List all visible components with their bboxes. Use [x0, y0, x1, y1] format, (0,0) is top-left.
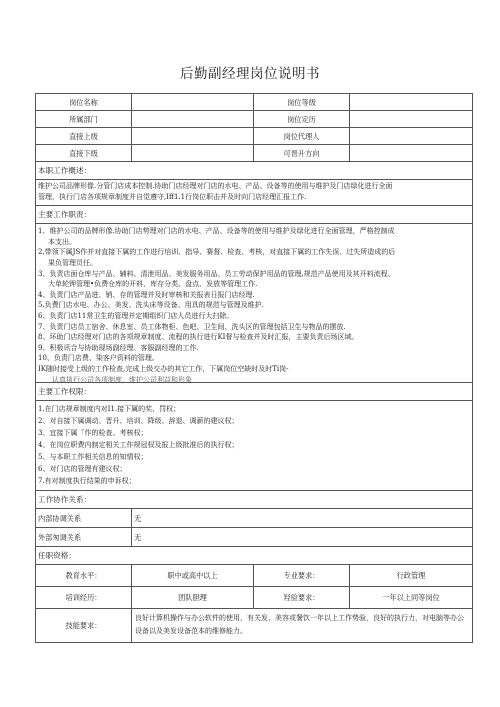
duty-line: 6、负责门店11常卫生的管理并定期组织门店人员进行大扫除。 [38, 311, 234, 320]
field-label: 所属部门 [36, 111, 132, 127]
duties-section [36, 206, 472, 224]
authority-line: 3、宜接下属「作的检查、考核权； [38, 428, 148, 437]
authority-line: 7.有对制度执行结果的申诉权； [38, 476, 136, 485]
qualification-row-education [36, 565, 472, 587]
authority-line: 6、对门店的管理有建议权； [38, 464, 127, 473]
experience-value: 一年以上同等岗位 [382, 592, 440, 602]
basic-info-row [36, 111, 472, 128]
coordination-value: 无 [134, 513, 142, 523]
duty-line: IK随时接受上级的工作检查,完成上级交办的其它工作，下属岗位空缺时及时Ti岗- [38, 364, 289, 373]
field-label: 直接上级 [36, 128, 132, 144]
duties-heading: 主要工作职责： [38, 210, 92, 220]
coordination-row-external [36, 528, 472, 547]
qualification-row-skills [36, 609, 472, 643]
overview-line: 管理，执行门店各项规章制度并自觉遵守,Iff1.1行岗位职击并及时向门店经理汇报工作. [38, 192, 307, 201]
training-value: 团队胆理 [132, 587, 254, 608]
skills-value: 良好计算机操作与办公软件的使用，有关发、美容或餐饮一年以上工作势验，良好的执行力，对电脑等办公设备以及美发设备范本的维修能力。 [135, 613, 464, 635]
field-label: 岗位定历 [254, 111, 350, 127]
duty-line: 本支出。 [48, 237, 76, 246]
major-value: 行政管理 [396, 570, 426, 580]
document-title: 后勤副经理岗位说明书 [180, 66, 320, 82]
field-value [350, 145, 472, 161]
duty-line: 2,带领下属JS作并对直接下属的工作进行培训、指导、赛督、检查、考核，对直接下属的工作失误、过失所造成的后 [38, 248, 396, 257]
duty-line: 4、负责门店产品进、销、存的管理并及时审核和关报表日报门店经理. [38, 290, 255, 299]
overview-line: 维护公司品牌形像.分管门店成本控制.协助门店经理对门店的水电、产品、设备等的使用与维护及门店绿化进行全面 [38, 182, 393, 190]
field-label: 岗位名称 [36, 94, 132, 110]
qualification-heading: 任职资格： [38, 550, 76, 560]
coordination-heading: 工作协作关系： [38, 494, 92, 504]
authority-heading: 主要工作权限： [38, 386, 92, 396]
field-value [350, 128, 472, 144]
duty-line: 大单轮钾管理•负费仓库的开料、库存分类、盘点、发放等管理工作. [48, 280, 258, 289]
authority-line: 1.在门店规章制度内对I1.接下属的奖、罚权； [38, 404, 181, 413]
duty-line: 10、负责门店费、染客户资料的管理。 [38, 354, 159, 363]
duty-line: 5.负费门店水电、办公、美发、洗头床等设备、用具的规范与管理及维护. [38, 301, 264, 310]
qualification-section [36, 547, 472, 565]
qualification-row-training [36, 587, 472, 609]
field-value [350, 111, 472, 127]
duty-line: 8、环助门店经理对门店的各项规章制度、流程的执行进行KI督与检查并及时汇报，主要负责后场区域。 [38, 333, 359, 342]
duties-body [36, 224, 472, 382]
authority-section [36, 383, 472, 401]
field-value [132, 94, 254, 110]
duty-line: 果负管理员任。 [48, 258, 97, 267]
education-key: 教育水平： [36, 565, 132, 586]
duty-line: 7、负责门店员工宿舍、休息室、员工体物柜、色吧、卫生间、洗头区的管理包括卫生与物品的摆放. [38, 322, 346, 331]
field-value [132, 128, 254, 144]
coordination-value: 无 [134, 532, 142, 542]
job-description-table [35, 93, 473, 643]
authority-line: 2、对自接下属调动、晋升、培训、降级、辞退、调薪的建议权； [38, 416, 239, 425]
duty-line: 3、负责店面仓库与产品、辅料、清泄用品、美发服务用品、员工劳动保护用品的管理,规范产品使用及其开料流程、 [38, 269, 395, 278]
major-key: 专业要求： [254, 565, 350, 586]
coordination-key: 外部匆调关系 [36, 528, 132, 546]
field-value [132, 111, 254, 127]
coordination-section [36, 491, 472, 509]
overview-section [36, 162, 472, 180]
overview-heading: 本职工作概述： [38, 166, 92, 175]
coordination-key: 内部协调关系 [36, 509, 132, 527]
field-label: 直接下级 [36, 145, 132, 161]
field-value [132, 145, 254, 161]
overview-body [36, 180, 472, 206]
authority-line: 4、在岗位职费内制定相关工作规冠权及报上级批准后的执行权； [38, 440, 239, 449]
basic-info-section [36, 94, 472, 162]
authority-line: 5、与本职工作相关信息的知情权； [38, 452, 148, 461]
training-key: 培训经历： [36, 587, 132, 608]
skills-key: 技能要求： [36, 609, 132, 642]
duty-line: 1、维护公司的品牌形像.协助门店势理对门店的水电、产品、设备等的使用与维护及绿化进行全面管理，严格控制成 [38, 227, 395, 236]
field-value [350, 94, 472, 110]
field-label: 岗位等级 [254, 94, 350, 110]
experience-key: 羟验要求： [254, 587, 350, 608]
field-label: 可晋升方向 [254, 145, 350, 161]
authority-body [36, 401, 472, 491]
field-label: 岗位代理人 [254, 128, 350, 144]
basic-info-row [36, 145, 472, 162]
basic-info-row [36, 94, 472, 111]
education-value: 职中或高中以上 [132, 565, 254, 586]
basic-info-row [36, 128, 472, 145]
duty-line: 9、积极讯合与协助现场副经理、客服副经理的工作. [38, 343, 199, 352]
duties-clipped-line: 认真执行公司各项制度，维护公司利益和形象 [52, 375, 192, 384]
coordination-row-internal [36, 509, 472, 528]
